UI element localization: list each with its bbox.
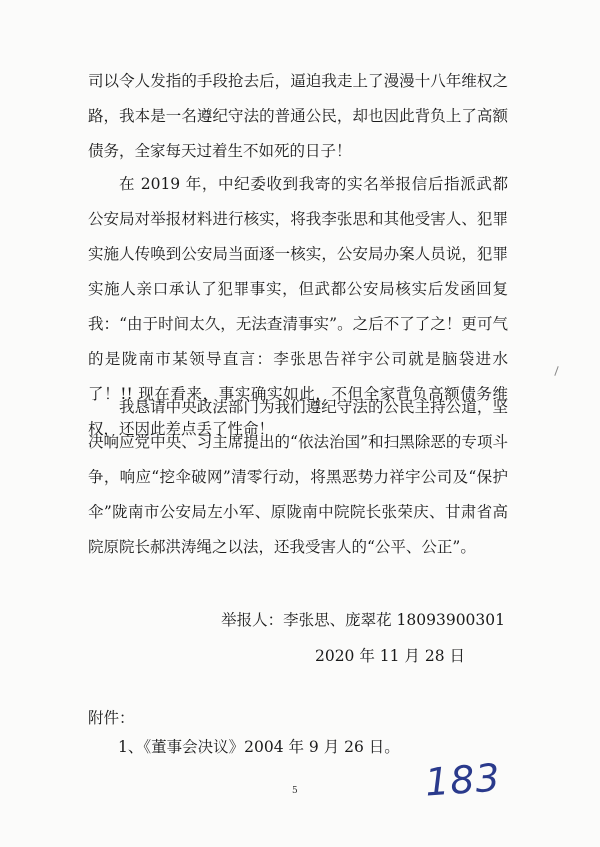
page-number: 5 (292, 786, 298, 796)
attachment-label: 附件： (88, 709, 135, 727)
paragraph-3 (88, 390, 508, 565)
paragraph-3-text: 我恳请中央政法部门为我们遵纪守法的公民主持公道，坚决响应党中央、习主席提出的“依法治国”和扫黑除恶的专项斗争，响应“挖伞破网”清零行动，将黑恶势力祥宇公司及“保护伞”陇南市公安局左小军、原陇南中院院长张荣庆、甘肃省高院原院长郝洪涛绳之以法，还我受害人的“公平、公正”。 (88, 398, 508, 556)
signer-line: 举报人：李张思、庞翠花 18093900301 (221, 611, 505, 629)
stray-mark (554, 366, 558, 376)
paragraph-1 (88, 64, 508, 169)
paragraph-1-text: 司以令人发指的手段抢去后，逼迫我走上了漫漫十八年维权之路，我本是一名遵纪守法的普通公民，却也因此背负上了高额债务，全家每天过着生不如死的日子！ (88, 72, 508, 160)
handwritten-number: 183 (423, 755, 502, 805)
date-line: 2020 年 11 月 28 日 (314, 647, 465, 665)
attachment-item: 1、《董事会决议》2004 年 9 月 26 日。 (118, 738, 400, 756)
paragraph-2-text: 在 2019 年，中纪委收到我寄的实名举报信后指派武都公安局对举报材料进行核实，将我李张思和其他受害人、犯罪实施人传唤到公安局当面逐一核实，公安局办案人员说，犯罪实施人亲口承认了犯罪事实，但武都公安局核实后发函回复我：“由于时间太久，无法查清事实”。之后不了了之！更可气的是陇南市某领导直言：李张思告祥宇公司就是脑袋进水了！!! 现在看来，事实确实如此，不但全家背负高额债务维权，还因此差点丢了性命！ (88, 175, 508, 438)
